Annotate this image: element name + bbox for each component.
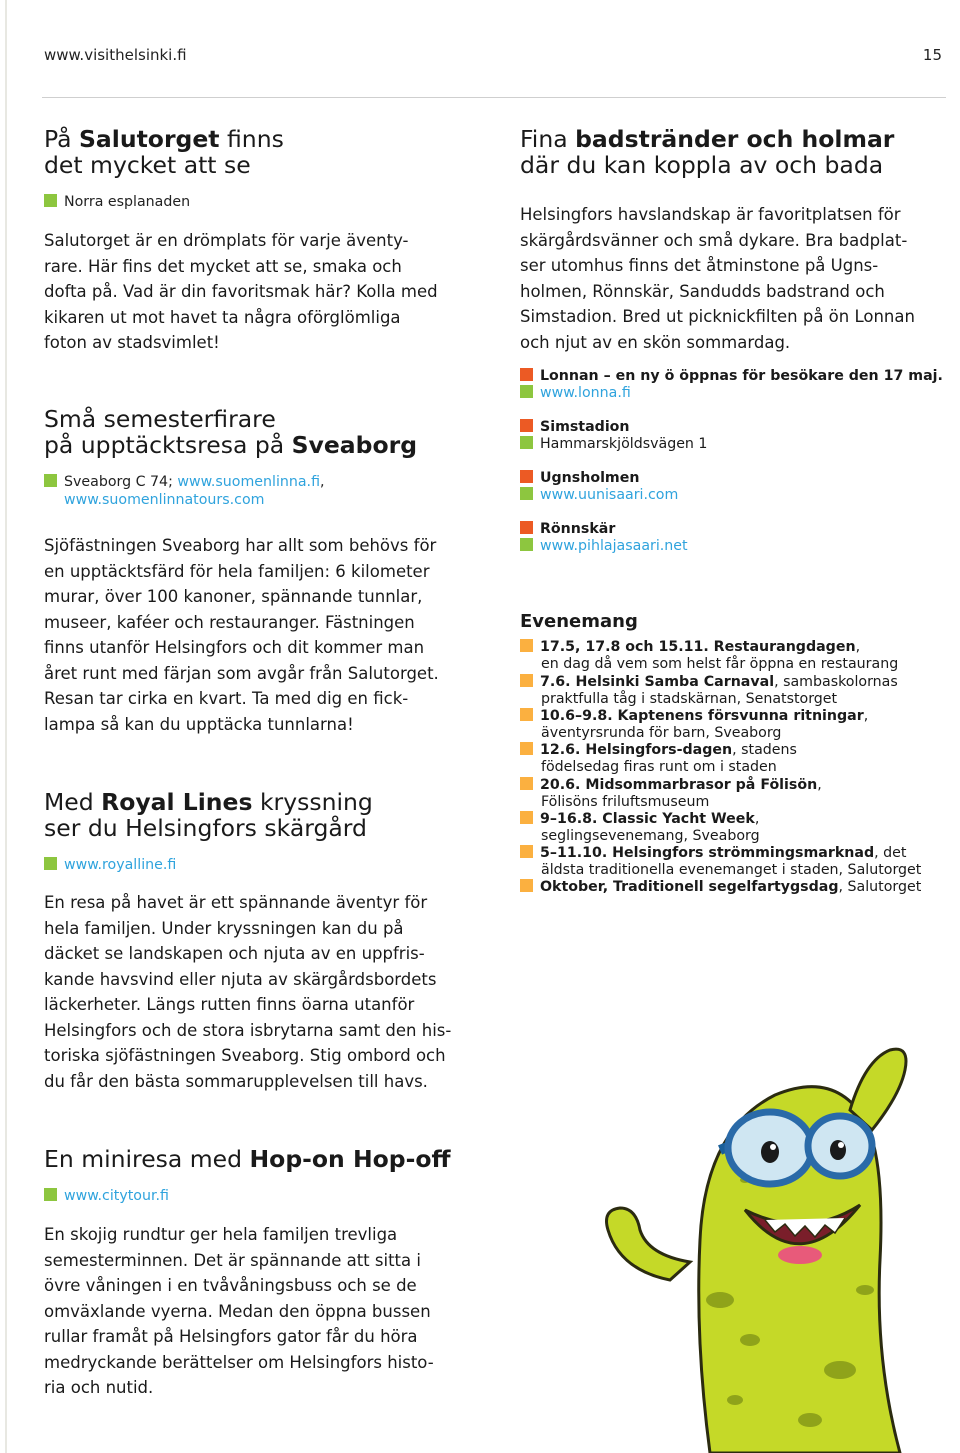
green-square-bullet-icon [520,436,533,449]
header-divider [42,97,946,98]
salutorget-body: Salutorget är en drömplats för varje äventy- rare. Här fins det mycket att se, smaka och dofta på. Vad är din favoritsmak här? Kolla med kikaren ut mot havet ta några oförglömliga foton av stadsvimlet! [44,231,438,352]
green-square-bullet-icon [520,538,533,551]
hopon-body: En skojig rundtur ger hela familjen trevliga semesterminnen. Det är spännande att sitta i övre våningen i en tvåvåningsbuss och se de omväxlande vyerna. Medan den öppna bussen rullar framåt på Helsingfors gator får du höra medryckande berättelser om Helsingfors histo- ria och nutid. [44,1225,434,1397]
event-item: 7.6. Helsinki Samba Carnaval, sambaskolornas praktfulla tåg i stadskärnan, Senatstorget [520,674,898,708]
sveaborg-meta: Sveaborg C 74; www.suomenlinna.fi, www.suomenlinnatours.com [44,473,325,509]
beach-item: Lonnan – en ny ö öppnas för besökare den 17 maj. www.lonna.fi [520,368,943,402]
event-item: 12.6. Helsingfors-dagen, stadens födelsedag firas runt om i staden [520,742,797,776]
beach-item: Ugnsholmen www.uunisaari.com [520,470,678,504]
suomenlinnatours-link[interactable]: www.suomenlinnatours.com [64,492,265,508]
orange-square-bullet-icon [520,708,533,721]
lonna-link[interactable]: www.lonna.fi [540,385,631,401]
green-square-bullet-icon [44,857,57,870]
red-square-bullet-icon [520,368,533,381]
event-item: 9–16.8. Classic Yacht Week, seglingsevenemang, Sveaborg [520,811,760,845]
page-left-edge [5,0,7,1453]
green-square-bullet-icon [44,474,57,487]
royalline-link[interactable]: www.royalline.fi [64,857,177,873]
beaches-body: Helsingfors havslandskap är favoritplatsen för skärgårdsvänner och små dykare. Bra badplat- ser utomhus finns det åtminstone på Ugns- holmen, Rönnskär, Sandudds badstrand och Simstadion. Bred ut picknickfilten på ön Lonnan och njut av en skön sommardag. [520,205,915,352]
sveaborg-title: Små semesterfirare på upptäcktsresa på Sveaborg [44,405,418,459]
beach-item: Rönnskär www.pihlajasaari.net [520,521,688,555]
orange-square-bullet-icon [520,811,533,824]
red-square-bullet-icon [520,419,533,432]
event-item: 17.5, 17.8 och 15.11. Restaurangdagen, en dag då vem som helst får öppna en restaurang [520,639,898,673]
pihlajasaari-link[interactable]: www.pihlajasaari.net [540,538,688,554]
orange-square-bullet-icon [520,777,533,790]
event-item: 20.6. Midsommarbrasor på Fölisön, Fölisöns friluftsmuseum [520,777,822,811]
event-item: Oktober, Traditionell segelfartygsdag, Salutorget [520,879,921,896]
red-square-bullet-icon [520,521,533,534]
hopon-link-row [44,1187,169,1205]
green-monster-with-goggles-illustration [600,1040,960,1453]
green-square-bullet-icon [44,194,57,207]
green-square-bullet-icon [520,385,533,398]
citytour-link[interactable]: www.citytour.fi [64,1188,169,1204]
event-item: 10.6–9.8. Kaptenens försvunna ritningar, äventyrsrunda för barn, Sveaborg [520,708,868,742]
orange-square-bullet-icon [520,742,533,755]
green-square-bullet-icon [44,1188,57,1201]
beach-item: Simstadion Hammarskjöldsvägen 1 [520,419,707,453]
red-square-bullet-icon [520,470,533,483]
orange-square-bullet-icon [520,639,533,652]
salutorget-title: På Salutorget finns det mycket att se [44,125,284,179]
site-url[interactable]: www.visithelsinki.fi [44,46,187,64]
salutorget-location: Norra esplanaden [44,193,190,211]
suomenlinna-link[interactable]: www.suomenlinna.fi [177,474,321,490]
uunisaari-link[interactable]: www.uunisaari.com [540,487,679,503]
royal-body: En resa på havet är ett spännande äventyr för hela familjen. Under kryssningen kan du på däcket se landskapen och njuta av en uppfris- kande havsvind eller njuta av skärgårdsbordets läckerheter. Längs rutten finns öarna utanför Helsingfors och de stora isbrytarna samt den his- toriska sjöfästningen Sveaborg. Stig ombord och du får den bästa sommarupplevelsen till havs. [44,893,452,1091]
hopon-title: En miniresa med Hop-on Hop-off [44,1145,451,1173]
green-square-bullet-icon [520,487,533,500]
event-item: 5–11.10. Helsingfors strömmingsmarknad, det äldsta traditionella evenemanget i staden, Salutorget [520,845,921,879]
events-title: Evenemang [520,611,638,632]
orange-square-bullet-icon [520,845,533,858]
royal-link-row [44,856,176,874]
orange-square-bullet-icon [520,674,533,687]
sveaborg-body: Sjöfästningen Sveaborg har allt som behövs för en upptäcktsfärd för hela familjen: 6 kilometer murar, över 100 kanoner, spännande tunnlar, museer, kaféer och restauranger. Fästningen finns utanför Helsingfors och dit kommer man året runt med färjan som avgår från Salutorget. Resan tar cirka en kvart. Ta med dig en fick- lampa så kan du upptäcka tunnlarna! [44,536,439,734]
page-number: 15 [922,46,942,64]
royal-title: Med Royal Lines kryssning ser du Helsingfors skärgård [44,788,373,842]
orange-square-bullet-icon [520,879,533,892]
beaches-title: Fina badstränder och holmar där du kan koppla av och bada [520,125,895,179]
